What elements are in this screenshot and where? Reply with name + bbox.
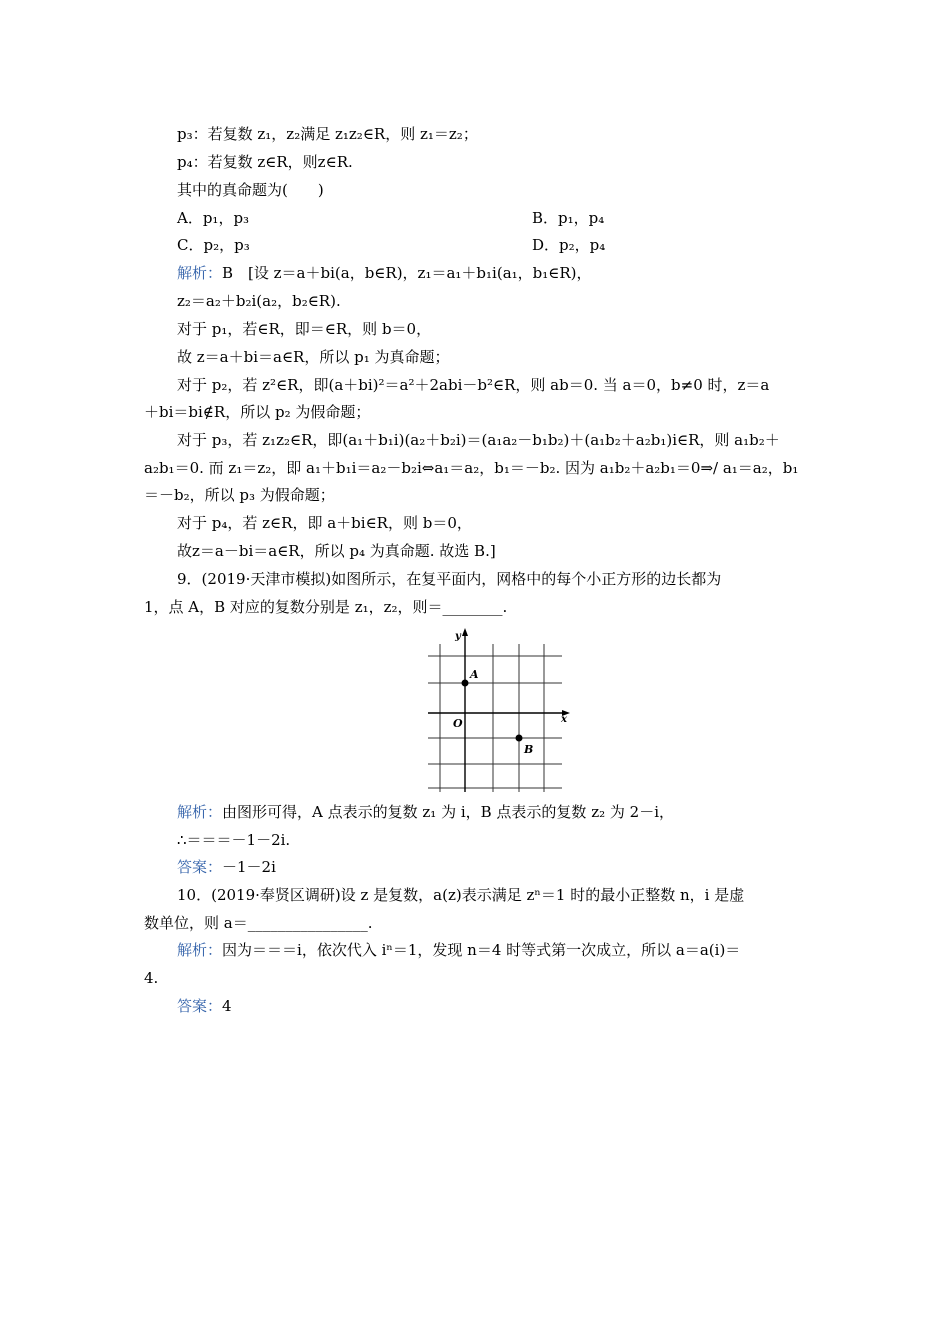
answer9 [177,857,276,877]
solution1-text: B [设 z＝a＋bi(a，b∈R)，z₁＝a₁＋b₁i(a₁，b₁∈R)， [222,264,592,282]
solution1-line10: 对于 p₄，若 z∈R，即 a＋bi∈R，则 b＝0， [177,514,472,532]
solution1-line2: z₂＝a₂＋b₂i(a₂，b₂∈R). [177,292,341,310]
answer-label: 答案： [177,997,223,1015]
answer10 [177,996,232,1016]
point-b-label: B [524,743,534,756]
complex-plane-grid [420,626,580,792]
answer9-value: －1－2i [222,858,276,876]
solution3-line2: 4. [144,969,159,987]
solution-label: 解析： [177,264,223,282]
question10-line2: 数单位，则 a＝________________. [144,914,373,932]
point-a-label: A [470,668,479,681]
solution1-line1 [177,263,592,283]
solution2-line2: ∴＝＝＝－1－2i. [177,831,291,849]
solution1-line5: 对于 p₂，若 z²∈R，即(a＋bi)²＝a²＋2abi－b²∈R，则 ab＝0. 当 a＝0，b≠0 时，z＝a [177,376,770,394]
origin-label: O [453,717,463,730]
solution-label: 解析： [177,941,223,959]
question-prompt: 其中的真命题为( ) [177,181,324,199]
solution3-line1 [177,940,740,960]
y-axis-label: y [455,631,461,642]
solution1-line9: ＝－b₂，所以 p₃ 为假命题； [144,486,335,504]
answer10-value: 4 [222,997,232,1015]
solution1-line3: 对于 p₁，若∈R，即＝∈R，则 b＝0， [177,320,432,338]
option-d: D．p₂，p₄ [532,236,606,254]
solution-label: 解析： [177,803,223,821]
point-b [516,735,523,742]
option-c: C．p₂，p₃ [177,236,250,254]
x-axis-label: x [561,714,567,725]
question9-line1: 9．(2019·天津市模拟)如图所示，在复平面内，网格中的每个小正方形的边长都为 [177,570,722,588]
question9-line2: 1，点 A，B 对应的复数分别是 z₁，z₂，则＝________. [144,598,508,616]
solution1-line8: a₂b₁＝0. 而 z₁＝z₂，即 a₁＋b₁i＝a₂－b₂i⇔a₁＝a₂，b₁＝－b₂. 因为 a₁b₂＋a₂b₁＝0⇒/ a₁＝a₂，b₁ [144,459,799,477]
statement-p4: p₄：若复数 z∈R，则z∈R. [177,153,353,171]
option-a: A．p₁，p₃ [177,209,250,227]
solution2-line1 [177,802,674,822]
answer-label: 答案： [177,858,223,876]
option-b: B．p₁，p₄ [532,209,605,227]
question10-line1: 10．(2019·奉贤区调研)设 z 是复数，a(z)表示满足 zⁿ＝1 时的最小正整数 n，i 是虚 [177,886,745,904]
solution1-line6: ＋bi＝bi∉R，所以 p₂ 为假命题； [144,403,371,421]
y-axis-arrow [462,628,468,636]
solution3-text: 因为＝＝＝i，依次代入 iⁿ＝1，发现 n＝4 时等式第一次成立，所以 a＝a(i)＝ [222,941,741,959]
statement-p3: p₃：若复数 z₁，z₂满足 z₁z₂∈R，则 z₁＝z₂； [177,125,478,143]
solution2-text: 由图形可得，A 点表示的复数 z₁ 为 i，B 点表示的复数 z₂ 为 2－i， [222,803,674,821]
solution1-line4: 故 z＝a＋bi＝a∈R，所以 p₁ 为真命题； [177,348,450,366]
point-a [462,680,469,687]
solution1-line7: 对于 p₃，若 z₁z₂∈R，即(a₁＋b₁i)(a₂＋b₂i)＝(a₁a₂－b₁b₂)＋(a₁b₂＋a₂b₁)i∈R，则 a₁b₂＋ [177,431,780,449]
solution1-line11: 故z＝a－bi＝a∈R，所以 p₄ 为真命题. 故选 B.] [177,542,496,560]
